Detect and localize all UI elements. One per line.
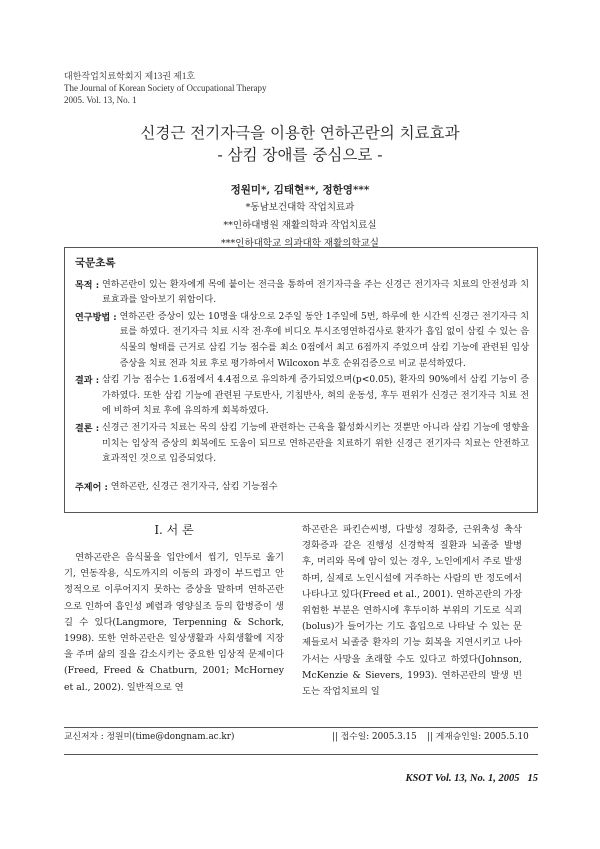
running-footer: [405, 773, 538, 784]
affiliation-2: **인하대병원 재활의학과 작업치료실: [223, 220, 377, 231]
journal-name-english: The Journal of Korean Society of Occupational Therapy: [64, 83, 267, 93]
abstract-purpose: [75, 278, 529, 309]
keywords-label: 주제어 :: [75, 481, 108, 493]
author-block: [0, 181, 600, 253]
abstract-text: 삼킴 기능 점수는 1.6점에서 4.4점으로 유의하게 증가되었으며(p<0.05), 환자의 90%에서 삼킴 기능이 증가하였다. 또한 삼킴 기능에 관련된 구토반사, 기침반사, 혀의 운동성, 후두 편위가 신경근 전기자극 치료 전에 비하여 치료 후에 유의하게 회복하였다.: [102, 375, 529, 417]
abstract-methods: [75, 310, 529, 372]
abstract-label: 연구방법 :: [75, 311, 117, 323]
abstract-text: 연하곤란이 있는 환자에게 목에 붙이는 전극을 통하여 전기자극을 주는 신경근 전기자극 치료의 안전성과 치료효과를 알아보기 위함이다.: [102, 279, 529, 306]
corresponding-author: 교신저자 : 정원미(time@dongnam.ac.kr): [64, 732, 235, 742]
paper-subtitle: - 삼킴 장애를 중심으로 -: [217, 146, 383, 164]
received-date: || 접수일: 2005.3.15: [332, 732, 417, 742]
abstract-label: 목적 :: [75, 279, 100, 291]
body-paragraph: 하곤란은 파킨슨씨병, 다발성 경화증, 근위축성 축삭 경화증과 같은 진행성 신경학적 질환과 뇌졸중 발병 후, 머리와 목에 암이 있는 경우, 노인에게서 주로 발생하며, 실제로 노인시설에 거주하는 사람의 반 정도에서 나타나고 있다(Freed et al., 2001). 연하곤란의 가장 위험한 부분은 연하시에 후두이하 부위의 기도로 식괴(bolus)가 들어가는 기도 흡입으로 나타날 수 있는 문제들로서 뇌졸중 환자의 기능 회복을 지연시키고 나아가서는 사망을 초래할 수도 있다고 하였다(Johnson, McKenzie & Sievers, 1993). 연하곤란의 발생 빈도는 작업치료의 일: [302, 524, 522, 698]
abstract-label: 결론 :: [75, 422, 100, 434]
keywords-text: 연하곤란, 신경근 전기자극, 삼킴 기능점수: [110, 481, 278, 492]
footnote-divider: [64, 727, 538, 728]
abstract-text: 연하곤란 증상이 있는 10명을 대상으로 2주일 동안 1주일에 5번, 하루에 한 시간씩 신경근 전기자극 치료를 하였다. 전기자극 치료 시작 전·후에 비디오 투시조영연하검사로 환자가 흡입 없이 삼킬 수 있는 음식물의 형태를 근거로 삼킴 기능 점수를 최소 0점에서 최고 6점까지 주었으며 삼킴 기능에 관련된 임상증상을 치료 전과 치료 후로 평가하여서 Wilcoxon 부호 순위검증으로 비교 분석하였다.: [119, 311, 529, 369]
abstract-text: 신경근 전기자극 치료는 목의 삼킴 기능에 관련하는 근육을 활성화시키는 것뿐만 아니라 삼킴 기능에 영향을 미치는 임상적 증상의 회복에도 도움이 되므로 연하곤란을 치료하기 위한 신경근 전기자극 치료는 안전하고 효과적인 것으로 입증되었다.: [102, 422, 529, 465]
page-number: 15: [527, 773, 538, 784]
journal-name-korean: 대한작업치료학회지 제13권 제1호: [64, 71, 196, 81]
body-paragraph: 연하곤란은 음식물을 입안에서 씹기, 인두로 옮기기, 연동작용, 식도까지의 이동의 과정이 부드럽고 안정적으로 이루어지지 못하는 증상을 말하며 연하곤란으로 인하여 흡인성 폐렴과 영양실조 등의 합병증이 생길 수 있다(Langmore, Terpenning & Schork, 1998). 또한 연하곤란은 일상생활과 사회생활에 지장을 주며 삶의 질을 감소시키는 중요한 임상적 문제이다(Freed, Freed & Chatburn, 2001; McHorney et al., 2002). 일반적으로 연: [64, 552, 284, 693]
korean-abstract-box: [64, 247, 538, 513]
section-heading-introduction: Ⅰ. 서 론: [154, 523, 194, 537]
paper-title-block: [0, 122, 600, 166]
journal-volume: 2005. Vol. 13, No. 1: [64, 95, 137, 105]
affiliation-1: *동남보건대학 작업치료과: [245, 202, 355, 213]
affiliation-3: ***인하대학교 의과대학 재활의학교실: [221, 238, 379, 249]
abstract-conclusion: [75, 421, 529, 468]
abstract-heading: 국문초록: [75, 257, 116, 269]
paper-title: 신경근 전기자극을 이용한 연하곤란의 치료효과: [140, 124, 460, 142]
abstract-results: [75, 373, 529, 420]
footer-divider: [64, 754, 538, 755]
journal-header: [64, 70, 267, 106]
accepted-date: || 게재승인일: 2005.5.10: [427, 732, 529, 742]
body-column-right: [302, 522, 522, 700]
abstract-keywords: [75, 480, 529, 496]
body-column-left: [64, 522, 284, 696]
author-names: 정원미*, 김태현**, 정한영***: [230, 184, 370, 196]
footer-journal-citation: KSOT Vol. 13, No. 1, 2005: [405, 773, 520, 784]
abstract-label: 결과 :: [75, 375, 100, 387]
